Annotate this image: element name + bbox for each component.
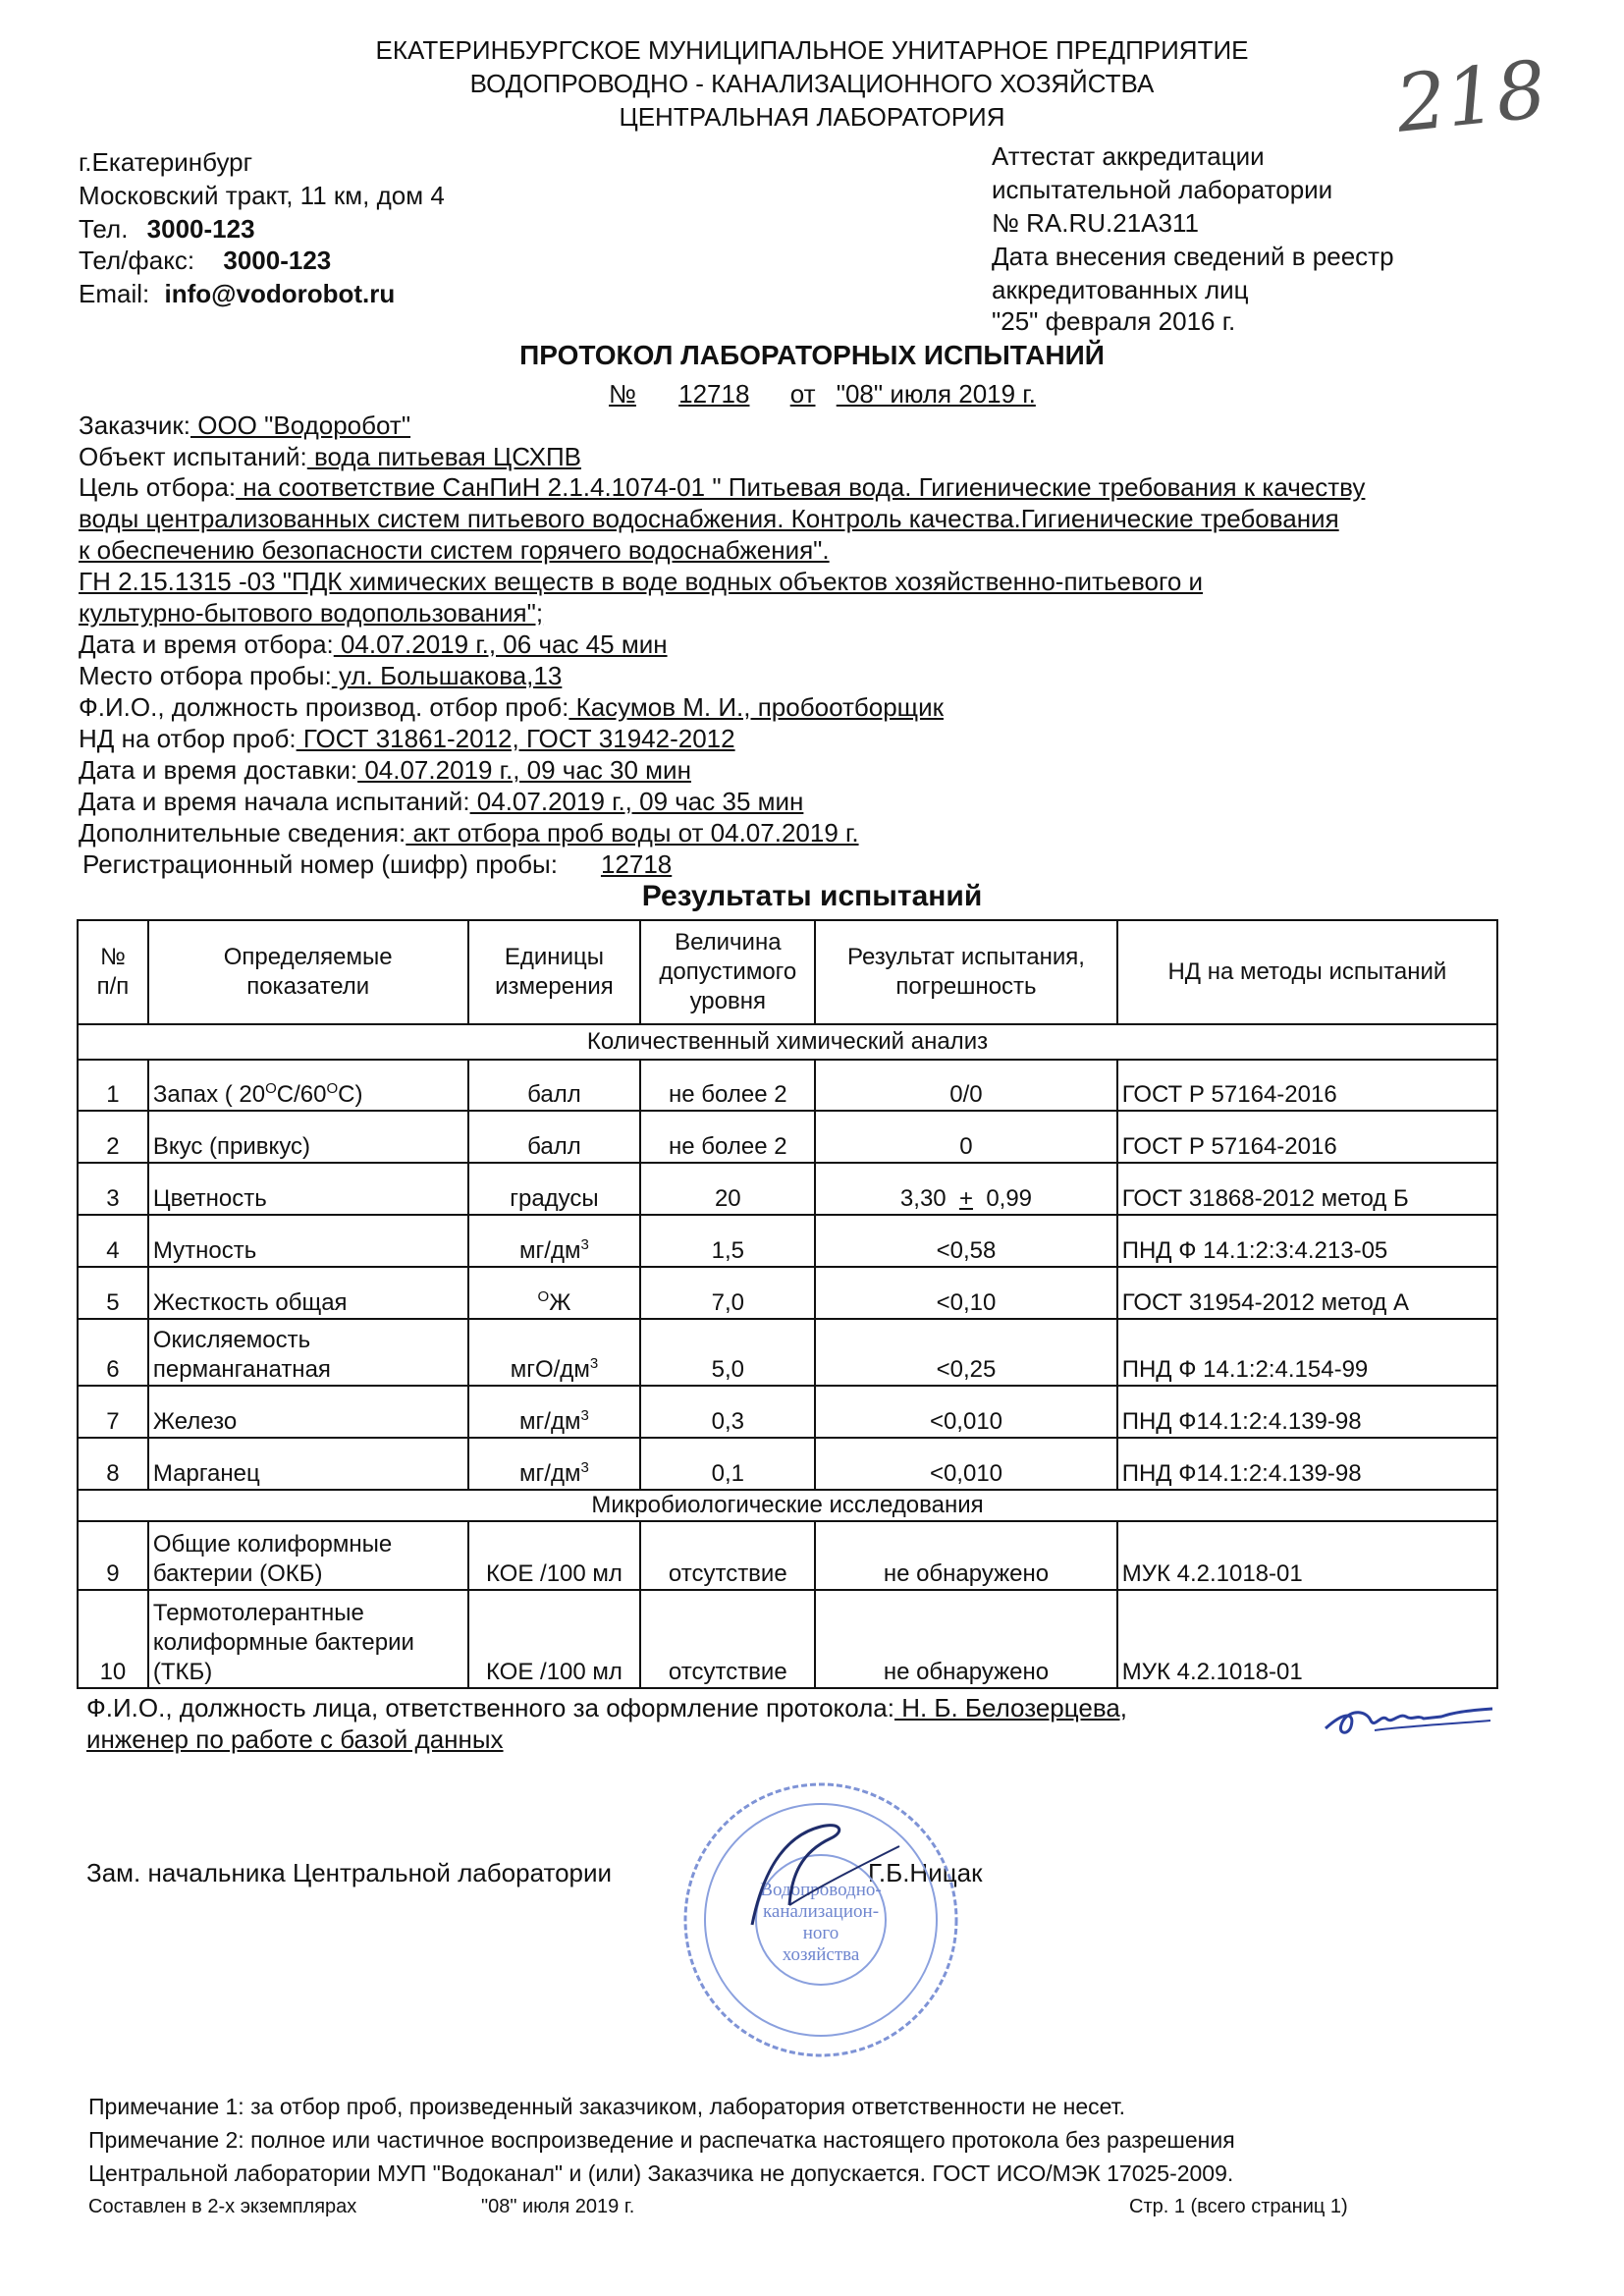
- customer-value: ООО "Водоробот": [190, 410, 411, 440]
- object-label: Объект испытаний:: [79, 442, 307, 471]
- results-table: [77, 919, 1498, 1689]
- sampler-value: Касумов М. И., пробоотборщик: [568, 692, 944, 722]
- table-row: 4 Мутность $мг/дм^3$ 1,5 <0,58 ПНД Ф 14.1:2:3:4.213-05: [78, 1215, 1497, 1267]
- purpose-label: Цель отбора:: [79, 472, 237, 502]
- table-row: 9 Общие колиформные бактерии (ОКБ) КОЕ /100 мл отсутствие не обнаружено МУК 4.2.1018-01: [78, 1521, 1497, 1590]
- signature-responsible: [1316, 1691, 1502, 1740]
- customer-line: [79, 410, 410, 441]
- handwritten-page-number: 218: [1391, 43, 1551, 150]
- svg-text:хозяйства: хозяйства: [782, 1944, 860, 1965]
- sampling-datetime-label: Дата и время отбора:: [79, 629, 334, 659]
- table-row: 8 Марганец $мг/дм^3$ 0,1 <0,010 ПНД Ф14.1:2:4.139-98: [78, 1438, 1497, 1490]
- table-row: 2 Вкус (привкус) балл не более 2 0 ГОСТ Р 57164-2016: [78, 1111, 1497, 1163]
- col-header-method: НД на методы испытаний: [1117, 920, 1497, 1024]
- extra-info-value: акт отбора проб воды от 04.07.2019 г.: [406, 818, 859, 847]
- extra-info-label: Дополнительные сведения:: [79, 818, 406, 847]
- phone-value: 3000-123: [146, 214, 255, 244]
- accreditation-line-1: Аттестат аккредитации: [992, 141, 1265, 171]
- sampling-place-value: ул. Большакова,13: [331, 661, 563, 690]
- protocol-number-line: [609, 379, 1036, 410]
- fax-label: Тел/факс:: [79, 246, 195, 275]
- protocol-no-label: №: [609, 379, 636, 409]
- test-start-value: 04.07.2019 г., 09 час 35 мин: [469, 787, 804, 816]
- sampling-datetime-line: [79, 629, 668, 660]
- sampler-line: [79, 692, 944, 723]
- section-label-chemical: Количественный химический анализ: [78, 1024, 1497, 1060]
- accreditation-line-5: аккредитованных лиц: [992, 275, 1249, 304]
- col-header-result: Результат испытания, погрешность: [815, 920, 1116, 1024]
- col-header-no: № п/п: [78, 920, 148, 1024]
- sampler-label: Ф.И.О., должность производ. отбор проб:: [79, 692, 569, 722]
- phone-label: Тел.: [79, 214, 129, 244]
- footer-date: "08" июля 2019 г.: [481, 2196, 635, 2217]
- email-line: [79, 279, 395, 309]
- sampling-nd-value: ГОСТ 31861-2012, ГОСТ 31942-2012: [296, 724, 735, 753]
- param-cell: Запах ( $20^ОС/60^ОС$): [148, 1060, 468, 1111]
- extra-info-line: [79, 818, 859, 848]
- svg-text:Водопроводно-: Водопроводно-: [760, 1880, 882, 1900]
- result-with-uncertainty: 3,30 + 0,99: [815, 1163, 1116, 1215]
- email-label: Email:: [79, 279, 150, 308]
- col-header-unit: Единицы измерения: [468, 920, 641, 1024]
- address: Московский тракт, 11 км, дом 4: [79, 181, 445, 210]
- org-line-2: ВОДОПРОВОДНО - КАНАЛИЗАЦИОННОГО ХОЗЯЙСТВА: [469, 69, 1155, 98]
- sampling-datetime-value: 04.07.2019 г., 06 час 45 мин: [333, 629, 668, 659]
- approval-title: Зам. начальника Центральной лаборатории: [86, 1858, 613, 1887]
- customer-label: Заказчик:: [79, 410, 191, 440]
- responsible-position: инженер по работе с базой данных: [86, 1724, 504, 1754]
- test-start-line: [79, 787, 803, 817]
- purpose-line-4: ГН 2.15.1315 -03 "ПДК химических веществ в воде водных объектов хозяйственно-питьевого и: [79, 567, 1204, 596]
- table-row: 1 Запах ( $20^ОС/60^ОС$) балл не более 2 0/0 ГОСТ Р 57164-2016: [78, 1060, 1497, 1111]
- city: г.Екатеринбург: [79, 147, 253, 177]
- purpose-line-3: к обеспечению безопасности систем горячего водоснабжения".: [79, 535, 830, 565]
- note-2-line-1: Примечание 2: полное или частичное воспроизведение и распечатка настоящего протокола без разрешения: [88, 2127, 1235, 2153]
- footer-page: Стр. 1 (всего страниц 1): [1129, 2196, 1348, 2217]
- fax-value: 3000-123: [223, 246, 332, 275]
- section-label-microbiology: Микробиологические исследования: [78, 1490, 1497, 1521]
- accreditation-line-6: "25" февраля 2016 г.: [992, 306, 1236, 336]
- email-value: info@vodorobot.ru: [164, 279, 396, 308]
- responsible-line: [86, 1693, 1255, 1723]
- svg-text:канализацион-: канализацион-: [762, 1901, 880, 1922]
- fax-line: [79, 246, 331, 276]
- col-header-limit: Величина допустимого уровня: [640, 920, 815, 1024]
- note-2-line-2: Центральной лаборатории МУП "Водоканал" и (или) Заказчика не допускается. ГОСТ ИСО/МЭК 17025-2009.: [88, 2160, 1234, 2186]
- approval-name: Г.Б.Ницак: [868, 1858, 983, 1887]
- purpose-line-1: [79, 472, 1365, 503]
- note-1: Примечание 1: за отбор проб, произведенный заказчиком, лаборатория ответственности не несет.: [88, 2094, 1126, 2119]
- table-row: 5 Жесткость общая $^О$Ж 7,0 <0,10 ГОСТ 31954-2012 метод А: [78, 1267, 1497, 1319]
- seal-stamp: [674, 1777, 968, 2062]
- sampling-nd-line: [79, 724, 735, 754]
- reg-number-label: Регистрационный номер (шифр) пробы:: [82, 849, 558, 879]
- object-line: [79, 442, 581, 472]
- org-line-1: ЕКАТЕРИНБУРГСКОЕ МУНИЦИПАЛЬНОЕ УНИТАРНОЕ ПРЕДПРИЯТИЕ: [375, 35, 1249, 65]
- table-row: 3 Цветность градусы 20 3,30 + 0,99 ГОСТ 31868-2012 метод Б: [78, 1163, 1497, 1215]
- table-row: 7 Железо $мг/дм^3$ 0,3 <0,010 ПНД Ф14.1:2:4.139-98: [78, 1386, 1497, 1438]
- section-row-microbiology: [78, 1490, 1497, 1521]
- table-row: 6 Окисляемость перманганатная мгО/$дм^3$ 5,0 <0,25 ПНД Ф 14.1:2:4.154-99: [78, 1319, 1497, 1386]
- footer-copies: Составлен в 2-х экземплярах: [88, 2196, 357, 2217]
- delivery-value: 04.07.2019 г., 09 час 30 мин: [357, 755, 691, 785]
- results-title: Результаты испытаний: [641, 880, 983, 912]
- protocol-date: "08" июля 2019 г.: [836, 379, 1036, 409]
- table-row: 10 Термотолерантные колиформные бактерии (ТКБ) КОЕ /100 мл отсутствие не обнаружено МУК 4.2.1018-01: [78, 1590, 1497, 1688]
- sampling-place-line: [79, 661, 562, 691]
- protocol-title: ПРОТОКОЛ ЛАБОРАТОРНЫХ ИСПЫТАНИЙ: [519, 340, 1105, 370]
- accreditation-line-3: № RA.RU.21A311: [992, 208, 1199, 238]
- sampling-nd-label: НД на отбор проб:: [79, 724, 297, 753]
- svg-text:ного: ного: [802, 1923, 839, 1943]
- reg-number-line: [82, 849, 672, 880]
- org-line-3: ЦЕНТРАЛЬНАЯ ЛАБОРАТОРИЯ: [619, 102, 1005, 132]
- responsible-name: Н. Б. Белозерцева,: [893, 1693, 1128, 1722]
- delivery-label: Дата и время доставки:: [79, 755, 358, 785]
- phone-line: [79, 214, 255, 245]
- accreditation-line-2: испытательной лаборатории: [992, 175, 1333, 204]
- accreditation-line-4: Дата внесения сведений в реестр: [992, 242, 1394, 271]
- table-header-row: [78, 920, 1497, 1024]
- responsible-label: Ф.И.О., должность лица, ответственного за оформление протокола:: [86, 1693, 894, 1722]
- protocol-date-label: от: [789, 379, 816, 409]
- section-row-chemical: [78, 1024, 1497, 1060]
- delivery-line: [79, 755, 691, 786]
- protocol-number: 12718: [678, 379, 750, 409]
- test-start-label: Дата и время начала испытаний:: [79, 787, 470, 816]
- purpose-line-5: культурно-бытового водопользования";: [79, 598, 544, 628]
- purpose-line-2: воды централизованных систем питьевого водоснабжения. Контроль качества.Гигиенические требования: [79, 504, 1339, 533]
- purpose-value-1: на соответствие СанПиН 2.1.4.1074-01 " Питьевая вода. Гигиенические требования к качеству: [236, 472, 1366, 502]
- sampling-place-label: Место отбора пробы:: [79, 661, 332, 690]
- col-header-parameter: Определяемые показатели: [148, 920, 468, 1024]
- object-value: вода питьевая ЦСХПВ: [306, 442, 581, 471]
- reg-number-value: 12718: [600, 849, 673, 879]
